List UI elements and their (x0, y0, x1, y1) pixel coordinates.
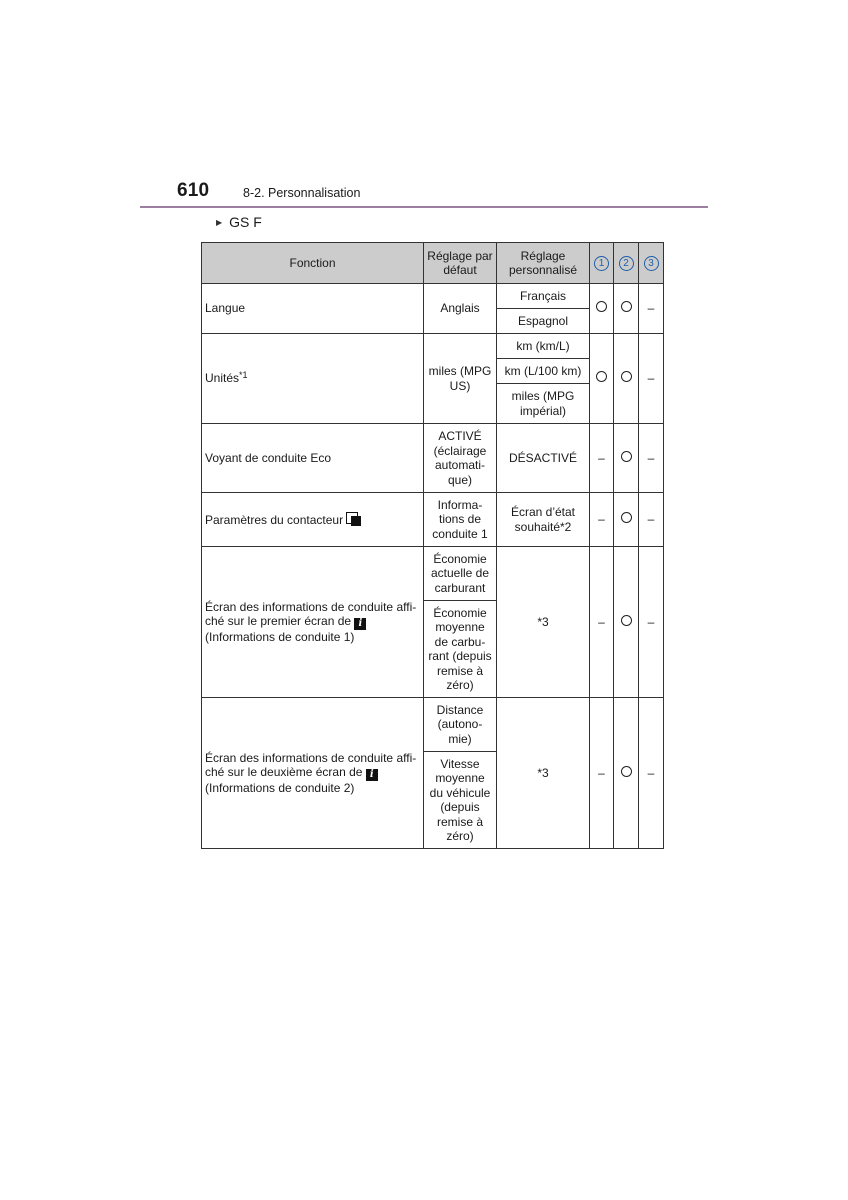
cell-custom: Espagnol (497, 309, 590, 334)
customization-table (201, 242, 664, 849)
circled-2-icon: 2 (619, 256, 634, 271)
subsection-heading (216, 214, 262, 230)
cell-default: Vitesse moyenne du véhicule (depuis remise à zéro) (424, 752, 497, 849)
parametres-label: Paramètres du contacteur (205, 512, 344, 527)
cell-custom (497, 493, 590, 547)
fonction-line: Écran des informations de conduite affi- (205, 599, 417, 614)
info-icon: i (354, 618, 366, 630)
table-row-unites (202, 334, 664, 359)
footnote-mark: *1 (239, 370, 248, 381)
cell-mark-2 (614, 334, 639, 424)
table-row-parametres (202, 493, 664, 547)
cell-default: ACTIVÉ (éclairage automati-que) (424, 424, 497, 493)
table-row-voyant (202, 424, 664, 493)
custom-text: Écran d’état souhaité (510, 505, 576, 534)
cell-default: Informa-tions de conduite 1 (424, 493, 497, 547)
available-circle-icon (621, 766, 632, 777)
header-fonction: Fonction (202, 243, 424, 284)
cell-custom: km (L/100 km) (497, 359, 590, 384)
table-row-langue (202, 284, 664, 309)
cell-custom: DÉSACTIVÉ (497, 424, 590, 493)
header-col-2 (614, 243, 639, 284)
cell-mark-2 (614, 547, 639, 698)
cell-mark-2 (614, 493, 639, 547)
info-icon: i (366, 769, 378, 781)
cell-mark-3: – (639, 424, 664, 493)
cell-custom: km (km/L) (497, 334, 590, 359)
available-circle-icon (621, 512, 632, 523)
cell-mark-1: – (590, 698, 614, 849)
cell-default: Économie actuelle de carburant (424, 547, 497, 601)
cell-mark-1: – (590, 493, 614, 547)
cell-default: Économie moyenne de carbu-rant (depuis remise à zéro) (424, 601, 497, 698)
header-reglage-personnalise: Réglage personnalisé (497, 243, 590, 284)
cell-mark-2 (614, 424, 639, 493)
cell-mark-1 (590, 284, 614, 334)
fonction-line: ché sur le premier écran de i (205, 614, 420, 630)
cell-mark-3: – (639, 493, 664, 547)
fonction-line: (Informations de conduite 2) (205, 781, 355, 795)
cell-custom: *3 (497, 698, 590, 849)
fonction-line: ché sur le deuxième écran de i (205, 765, 420, 781)
available-circle-icon (621, 371, 632, 382)
circled-1-icon: 1 (594, 256, 609, 271)
table-row-ecran-2 (202, 698, 664, 752)
footnote-mark: *2 (560, 519, 572, 534)
cell-fonction (202, 493, 424, 547)
header-reglage-defaut: Réglage par défaut (424, 243, 497, 284)
available-circle-icon (621, 615, 632, 626)
available-circle-icon (621, 301, 632, 312)
cell-fonction (202, 698, 424, 849)
cell-default: Anglais (424, 284, 497, 334)
cell-mark-1 (590, 334, 614, 424)
table-row-ecran-1 (202, 547, 664, 601)
header-col-3 (639, 243, 664, 284)
unites-label: Unités (205, 371, 240, 386)
page-number: 610 (177, 180, 210, 201)
header-col-1 (590, 243, 614, 284)
header-divider (140, 206, 708, 208)
triangle-bullet-icon: ▶ (216, 217, 223, 227)
cell-mark-3: – (639, 284, 664, 334)
available-circle-icon (621, 451, 632, 462)
cell-fonction: Voyant de conduite Eco (202, 424, 424, 493)
available-circle-icon (596, 371, 607, 382)
available-circle-icon (596, 301, 607, 312)
display-switch-icon (346, 512, 363, 527)
cell-fonction (202, 547, 424, 698)
table-header-row (202, 243, 664, 284)
cell-mark-3: – (639, 547, 664, 698)
cell-mark-2 (614, 698, 639, 849)
cell-mark-1: – (590, 424, 614, 493)
cell-mark-1: – (590, 547, 614, 698)
subsection-label: GS F (229, 214, 262, 230)
cell-custom: miles (MPG impérial) (497, 384, 590, 424)
cell-default: Distance (autono-mie) (424, 698, 497, 752)
cell-mark-3: – (639, 334, 664, 424)
cell-default: miles (MPG US) (424, 334, 497, 424)
section-title: 8-2. Personnalisation (243, 186, 361, 200)
circled-3-icon: 3 (644, 256, 659, 271)
cell-fonction (202, 334, 424, 424)
cell-custom: Français (497, 284, 590, 309)
cell-custom: *3 (497, 547, 590, 698)
fonction-line: (Informations de conduite 1) (205, 630, 355, 644)
cell-mark-3: – (639, 698, 664, 849)
cell-fonction: Langue (202, 284, 424, 334)
cell-mark-2 (614, 284, 639, 334)
fonction-line: Écran des informations de conduite affi- (205, 750, 417, 765)
